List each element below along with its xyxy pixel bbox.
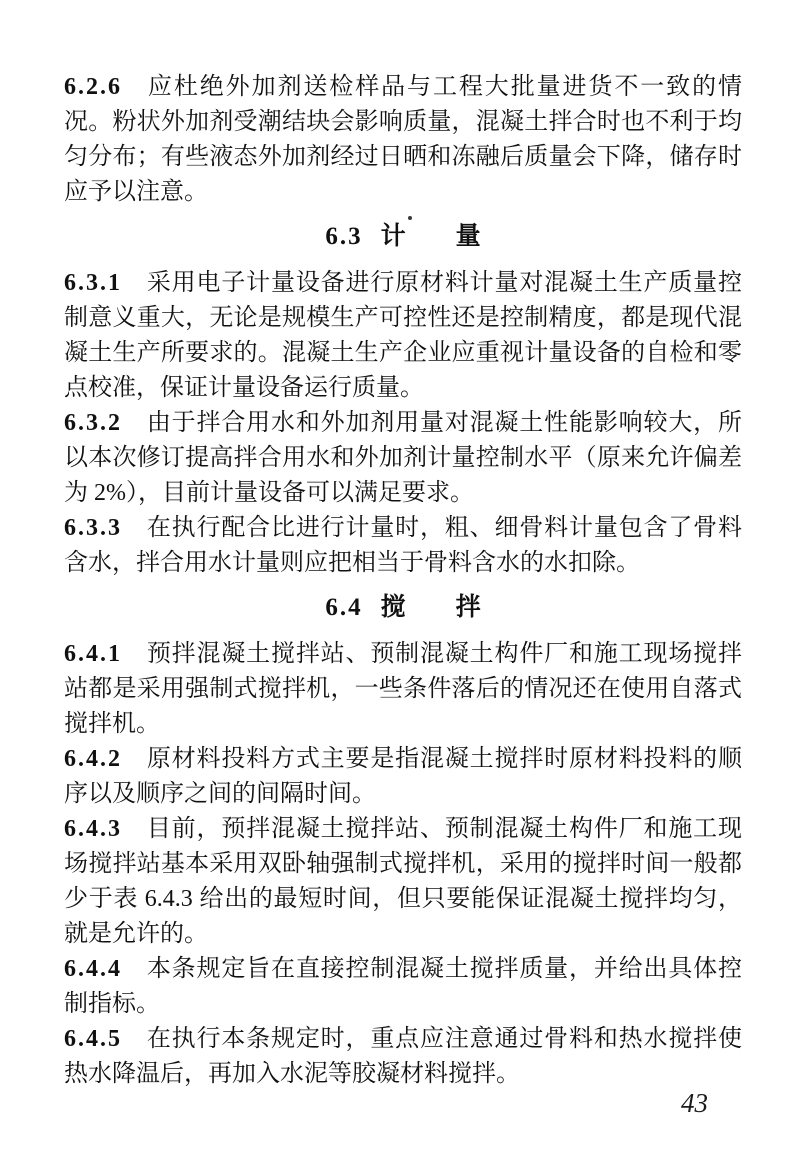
- section-number: 6.4: [325, 594, 363, 621]
- clause-text: 由于拌合用水和外加剂用量对混凝土性能影响较大，所以本次修订提高拌合用水和外加剂计量控制水平（原来允许偏差为 2%），目前计量设备可以满足要求。: [64, 410, 742, 506]
- document-content: [64, 70, 742, 1092]
- clause-paragraph: [64, 70, 742, 210]
- section-number: 6.3: [325, 223, 363, 250]
- section-title: 搅 拌: [380, 594, 481, 621]
- clause-paragraph: [64, 742, 742, 812]
- page-number: 43: [681, 1088, 708, 1118]
- clause-number: 6.4.5: [64, 1026, 122, 1052]
- clause-number: 6.2.6: [64, 74, 122, 100]
- clause-number: 6.4.4: [64, 956, 122, 982]
- clause-paragraph: [64, 1022, 742, 1092]
- section-heading: [64, 590, 742, 626]
- clause-text: 原材料投料方式主要是指混凝土搅拌时原材料投料的顺序以及顺序之间的间隔时间。: [64, 746, 742, 807]
- clause-number: 6.4.2: [64, 746, 122, 772]
- clause-paragraph: [64, 812, 742, 952]
- clause-number: 6.3.3: [64, 515, 122, 541]
- clause-text: 目前，预拌混凝土搅拌站、预制混凝土构件厂和施工现场搅拌站基本采用双卧轴强制式搅拌机，采用的搅拌时间一般都少于表 6.4.3 给出的最短时间，但只要能保证混凝土搅拌均匀，就是允许的。: [64, 816, 742, 947]
- clause-number: 6.4.1: [64, 641, 122, 667]
- section-title: 计 量: [380, 223, 481, 250]
- clause-text: 在执行本条规定时，重点应注意通过骨料和热水搅拌使热水降温后，再加入水泥等胶凝材料搅拌。: [64, 1026, 742, 1087]
- clause-text: 本条规定旨在直接控制混凝土搅拌质量，并给出具体控制指标。: [64, 956, 742, 1017]
- clause-paragraph: [64, 952, 742, 1022]
- clause-paragraph: [64, 406, 742, 511]
- clause-paragraph: [64, 637, 742, 742]
- clause-text: 应杜绝外加剂送检样品与工程大批量进货不一致的情况。粉状外加剂受潮结块会影响质量，混凝土拌合时也不利于均匀分布；有些液态外加剂经过日晒和冻融后质量会下降，储存时应予以注意。: [64, 74, 742, 205]
- clause-number: 6.4.3: [64, 816, 122, 842]
- section-heading: [64, 219, 742, 255]
- clause-number: 6.3.1: [64, 270, 122, 296]
- clause-text: 在执行配合比进行计量时，粗、细骨料计量包含了骨料含水，拌合用水计量则应把相当于骨料含水的水扣除。: [64, 515, 742, 576]
- clause-text: 预拌混凝土搅拌站、预制混凝土构件厂和施工现场搅拌站都是采用强制式搅拌机，一些条件落后的情况还在使用自落式搅拌机。: [64, 641, 742, 737]
- clause-paragraph: [64, 266, 742, 406]
- clause-paragraph: [64, 511, 742, 581]
- clause-text: 采用电子计量设备进行原材料计量对混凝土生产质量控制意义重大，无论是规模生产可控性还是控制精度，都是现代混凝土生产所要求的。混凝土生产企业应重视计量设备的自检和零点校准，保证计量设备运行质量。: [64, 270, 742, 401]
- clause-number: 6.3.2: [64, 410, 122, 436]
